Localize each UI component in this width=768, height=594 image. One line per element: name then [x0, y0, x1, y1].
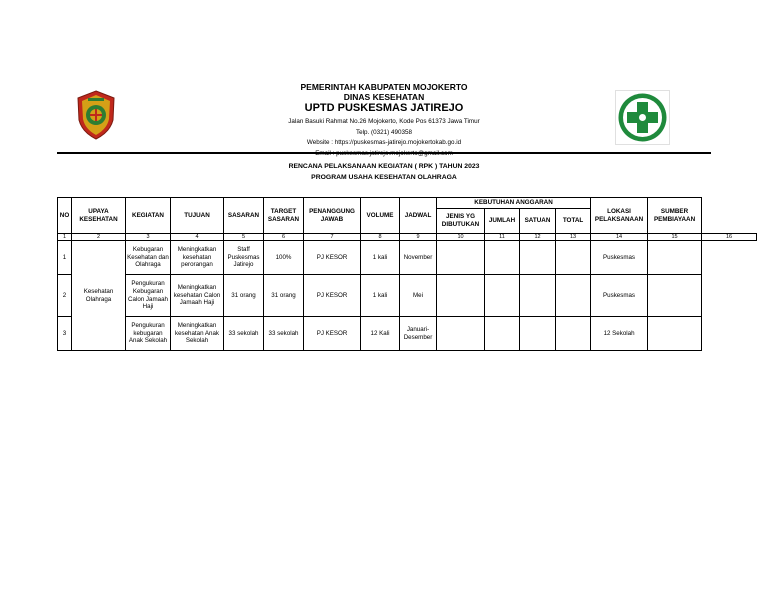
column-number: 14 [591, 234, 648, 241]
table-row [58, 241, 757, 275]
cell-sumber [648, 241, 702, 275]
header-target: TARGET SASARAN [264, 198, 304, 234]
document-heading [57, 161, 711, 183]
institution-name: UPTD PUSKESMAS JATIREJO [304, 102, 464, 114]
address-text: Jalan Basuki Rahmat No.26 Mojokerto, Kode Pos 61373 Jawa Timur [288, 118, 480, 125]
cell-tujuan: Meningkatkan kesehatan perorangan [171, 241, 224, 275]
cell-kegiatan: Pengukuran Kebugaran Calon Jamaah Haji [126, 275, 171, 317]
cell-jadwal: Januari-Desember [400, 317, 437, 351]
column-number-row [58, 234, 757, 241]
cell-target: 31 orang [264, 275, 304, 317]
column-number: 11 [485, 234, 520, 241]
document-subtitle: PROGRAM USAHA KESEHATAN OLAHRAGA [311, 174, 457, 181]
cell-sasaran: 31 orang [224, 275, 264, 317]
cell-pj: PJ KESOR [304, 317, 361, 351]
header-volume: VOLUME [361, 198, 400, 234]
header-sasaran: SASARAN [224, 198, 264, 234]
column-number: 10 [437, 234, 485, 241]
header-upaya: UPAYA KESEHATAN [72, 198, 126, 234]
column-number: 12 [520, 234, 556, 241]
cell-lokasi: Puskesmas [591, 241, 648, 275]
cell-jadwal: Mei [400, 275, 437, 317]
cell-jumlah [485, 275, 520, 317]
column-number: 16 [702, 234, 757, 241]
cell-sumber [648, 275, 702, 317]
letterhead [200, 82, 568, 159]
mojokerto-regency-crest-icon [76, 90, 116, 140]
column-number: 13 [556, 234, 591, 241]
cell-volume: 12 Kali [361, 317, 400, 351]
header-tujuan: TUJUAN [171, 198, 224, 234]
table-header-row [58, 198, 757, 209]
header-jadwal: JADWAL [400, 198, 437, 234]
cell-sasaran: Staff Puskesmas Jatirejo [224, 241, 264, 275]
cell-jumlah [485, 241, 520, 275]
cell-upaya: Kesehatan Olahraga [72, 241, 126, 351]
header-jenis: JENIS YG DIBUTUKAN [437, 209, 485, 234]
cell-jenis [437, 241, 485, 275]
rpk-table [57, 197, 757, 351]
header-sumber: SUMBER PEMBIAYAAN [648, 198, 702, 234]
department-name: DINAS KESEHATAN [343, 92, 425, 102]
cell-lokasi: 12 Sekolah [591, 317, 648, 351]
cell-kegiatan: Kebugaran Kesehatan dan Olahraga [126, 241, 171, 275]
phone-text: Telp. (0321) 490358 [355, 128, 412, 136]
cell-no: 3 [58, 317, 72, 351]
cell-jenis [437, 317, 485, 351]
table-row [58, 317, 757, 351]
cell-sasaran: 33 sekolah [224, 317, 264, 351]
column-number: 5 [224, 234, 264, 241]
header-kegiatan: KEGIATAN [126, 198, 171, 234]
column-number: 7 [304, 234, 361, 241]
letterhead-divider [57, 152, 711, 154]
cell-no: 2 [58, 275, 72, 317]
cell-sumber [648, 317, 702, 351]
cell-satuan [520, 317, 556, 351]
cell-total [556, 275, 591, 317]
cell-target: 100% [264, 241, 304, 275]
cell-total [556, 317, 591, 351]
column-number: 9 [400, 234, 437, 241]
header-pj: PENANGGUNG JAWAB [304, 198, 361, 234]
column-number: 4 [171, 234, 224, 241]
cell-volume: 1 kali [361, 241, 400, 275]
cell-satuan [520, 275, 556, 317]
column-number: 2 [72, 234, 126, 241]
column-number: 15 [648, 234, 702, 241]
cell-volume: 1 kali [361, 275, 400, 317]
cell-pj: PJ KESOR [304, 275, 361, 317]
column-number: 8 [361, 234, 400, 241]
cell-kegiatan: Pengukuran kebugaran Anak Sekolah [126, 317, 171, 351]
column-number: 1 [58, 234, 72, 241]
cell-jumlah [485, 317, 520, 351]
cell-no: 1 [58, 241, 72, 275]
table-row [58, 275, 757, 317]
cell-pj: PJ KESOR [304, 241, 361, 275]
cell-lokasi: Puskesmas [591, 275, 648, 317]
cell-jenis [437, 275, 485, 317]
cell-tujuan: Meningkatkan kesehatan Anak Sekolah [171, 317, 224, 351]
document-title: RENCANA PELAKSANAAN KEGIATAN ( RPK ) TAHUN 2023 [288, 163, 480, 170]
cell-tujuan: Meningkatkan kesehatan Calon Jamaah Haji [171, 275, 224, 317]
column-number: 3 [126, 234, 171, 241]
puskesmas-green-cross-icon [615, 90, 670, 145]
header-no: NO [58, 198, 72, 234]
header-kebutuhan: KEBUTUHAN ANGGARAN [437, 198, 591, 209]
header-total: TOTAL [556, 209, 591, 234]
government-name: PEMERINTAH KABUPATEN MOJOKERTO [300, 82, 468, 92]
cell-jadwal: November [400, 241, 437, 275]
header-satuan: SATUAN [520, 209, 556, 234]
header-lokasi: LOKASI PELAKSANAAN [591, 198, 648, 234]
cell-target: 33 sekolah [264, 317, 304, 351]
cell-total [556, 241, 591, 275]
cell-satuan [520, 241, 556, 275]
website-text: Website : https://puskesmas-jatirejo.mojokertokab.go.id [306, 139, 462, 146]
column-number: 6 [264, 234, 304, 241]
header-jumlah: JUMLAH [485, 209, 520, 234]
